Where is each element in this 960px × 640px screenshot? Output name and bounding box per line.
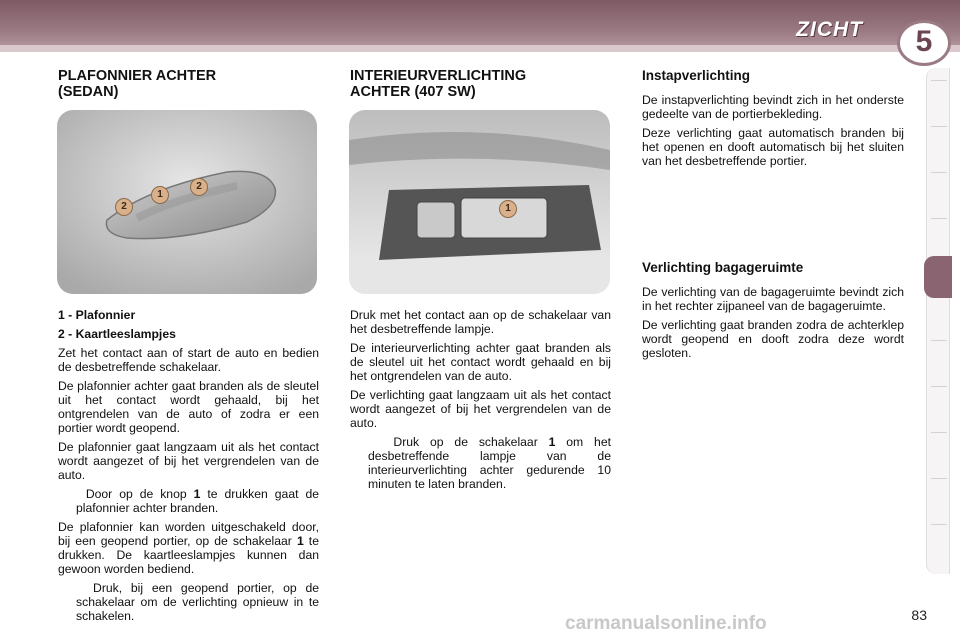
tab-divider	[931, 478, 947, 479]
bullet-text: Door op de knop	[85, 487, 194, 501]
bullet-ref: 1	[548, 435, 556, 449]
marker-1: 1	[499, 200, 517, 218]
col1-bullet-2	[58, 581, 319, 623]
watermark: carmanualsonline.info	[565, 613, 767, 634]
rear-interior-light-photo	[349, 110, 610, 294]
col1-paragraph-4	[58, 520, 319, 576]
legend-item-2: 2 - Kaartleeslampjes	[58, 327, 176, 341]
marker-2-right: 2	[190, 178, 208, 196]
col3-paragraph-3: De verlichting van de bagageruimte bevindt zich in het rechter zijpaneel van de bagageruimte.	[642, 285, 904, 313]
tab-divider	[931, 432, 947, 433]
page-header	[0, 0, 960, 58]
legend-item-1: 1 - Plafonnier	[58, 308, 136, 322]
col2-paragraph-1: Druk met het contact aan op de schakelaar van het desbetreffende lampje.	[350, 308, 611, 336]
col1-text	[58, 308, 319, 628]
col2-text	[350, 308, 611, 496]
marker-1: 1	[151, 186, 169, 204]
tab-active-chapter	[924, 256, 952, 298]
col2-bullet	[350, 435, 611, 491]
page-number: 83	[911, 607, 927, 623]
col1-paragraph-1: Zet het contact aan of start de auto en bedien de desbetreffende schakelaar.	[58, 346, 319, 374]
tab-divider	[931, 218, 947, 219]
tab-divider	[931, 386, 947, 387]
para-text: te drukken. De kaartleeslampjes kunnen dan gewoon worden bediend.	[58, 534, 319, 576]
tab-divider	[931, 80, 947, 81]
chapter-number: 5	[915, 25, 933, 58]
col2-heading: INTERIEURVERLICHTING ACHTER (407 SW)	[350, 68, 527, 100]
chapter-tabs	[926, 68, 950, 574]
col1-paragraph-2: De plafonnier achter gaat branden als de sleutel uit het contact wordt gehaald, bij het ontgrendelen van de auto of zodra er een portier wordt geopend.	[58, 379, 319, 435]
para-ref: 1	[296, 534, 304, 548]
tab-divider	[931, 340, 947, 341]
chapter-title: ZICHT	[796, 18, 863, 41]
col1-heading: PLAFONNIER ACHTER (SEDAN)	[58, 68, 217, 100]
col1-paragraph-3: De plafonnier gaat langzaam uit als het contact wordt aangezet of bij het vergrendelen van de auto.	[58, 440, 319, 482]
col3-heading-1: Instapverlichting	[642, 68, 751, 83]
col3-paragraph-1: De instapverlichting bevindt zich in het onderste gedeelte van de portierbekleding.	[642, 93, 904, 121]
bullet-ref: 1	[193, 487, 201, 501]
tab-divider	[931, 524, 947, 525]
para-text: De plafonnier kan worden uitgeschakeld door, bij een geopend portier, op de schakelaar	[58, 520, 319, 548]
header-band	[0, 45, 960, 52]
bullet-text: Druk op de schakelaar	[393, 435, 549, 449]
col2-paragraph-3: De verlichting gaat langzaam uit als het contact wordt aangezet of bij het vergrendelen van de auto.	[350, 388, 611, 430]
ceiling-light-illustration	[57, 110, 317, 294]
col3-text-2	[642, 285, 904, 365]
col3-paragraph-2: Deze verlichting gaat automatisch branden bij het openen en dooft automatisch bij het sluiten van het desbetreffende portier.	[642, 126, 904, 168]
col3-paragraph-4: De verlichting gaat branden zodra de achterklep wordt geopend en dooft zodra deze wordt gesloten.	[642, 318, 904, 360]
col3-heading-2: Verlichting bagageruimte	[642, 260, 804, 275]
interior-light-illustration	[349, 110, 610, 294]
col2-paragraph-2: De interieurverlichting achter gaat branden als de sleutel uit het contact wordt gehaald en bij het ontgrendelen van de auto.	[350, 341, 611, 383]
marker-2-left: 2	[115, 198, 133, 216]
rear-ceiling-light-photo	[57, 110, 317, 294]
bullet-text: Druk, bij een geopend portier, op de schakelaar om de verlichting opnieuw in te schakelen.	[76, 581, 319, 623]
bullet-text: te drukken gaat de plafonnier achter branden.	[76, 487, 320, 515]
bullet-text: om het desbetreffende lampje van de interieurverlichting achter gedurende 10 minuten te laten branden.	[368, 435, 611, 491]
col1-bullet-1	[58, 487, 319, 515]
chapter-badge	[897, 20, 951, 66]
tab-divider	[931, 126, 947, 127]
col3-text-1	[642, 93, 904, 173]
tab-divider	[931, 172, 947, 173]
